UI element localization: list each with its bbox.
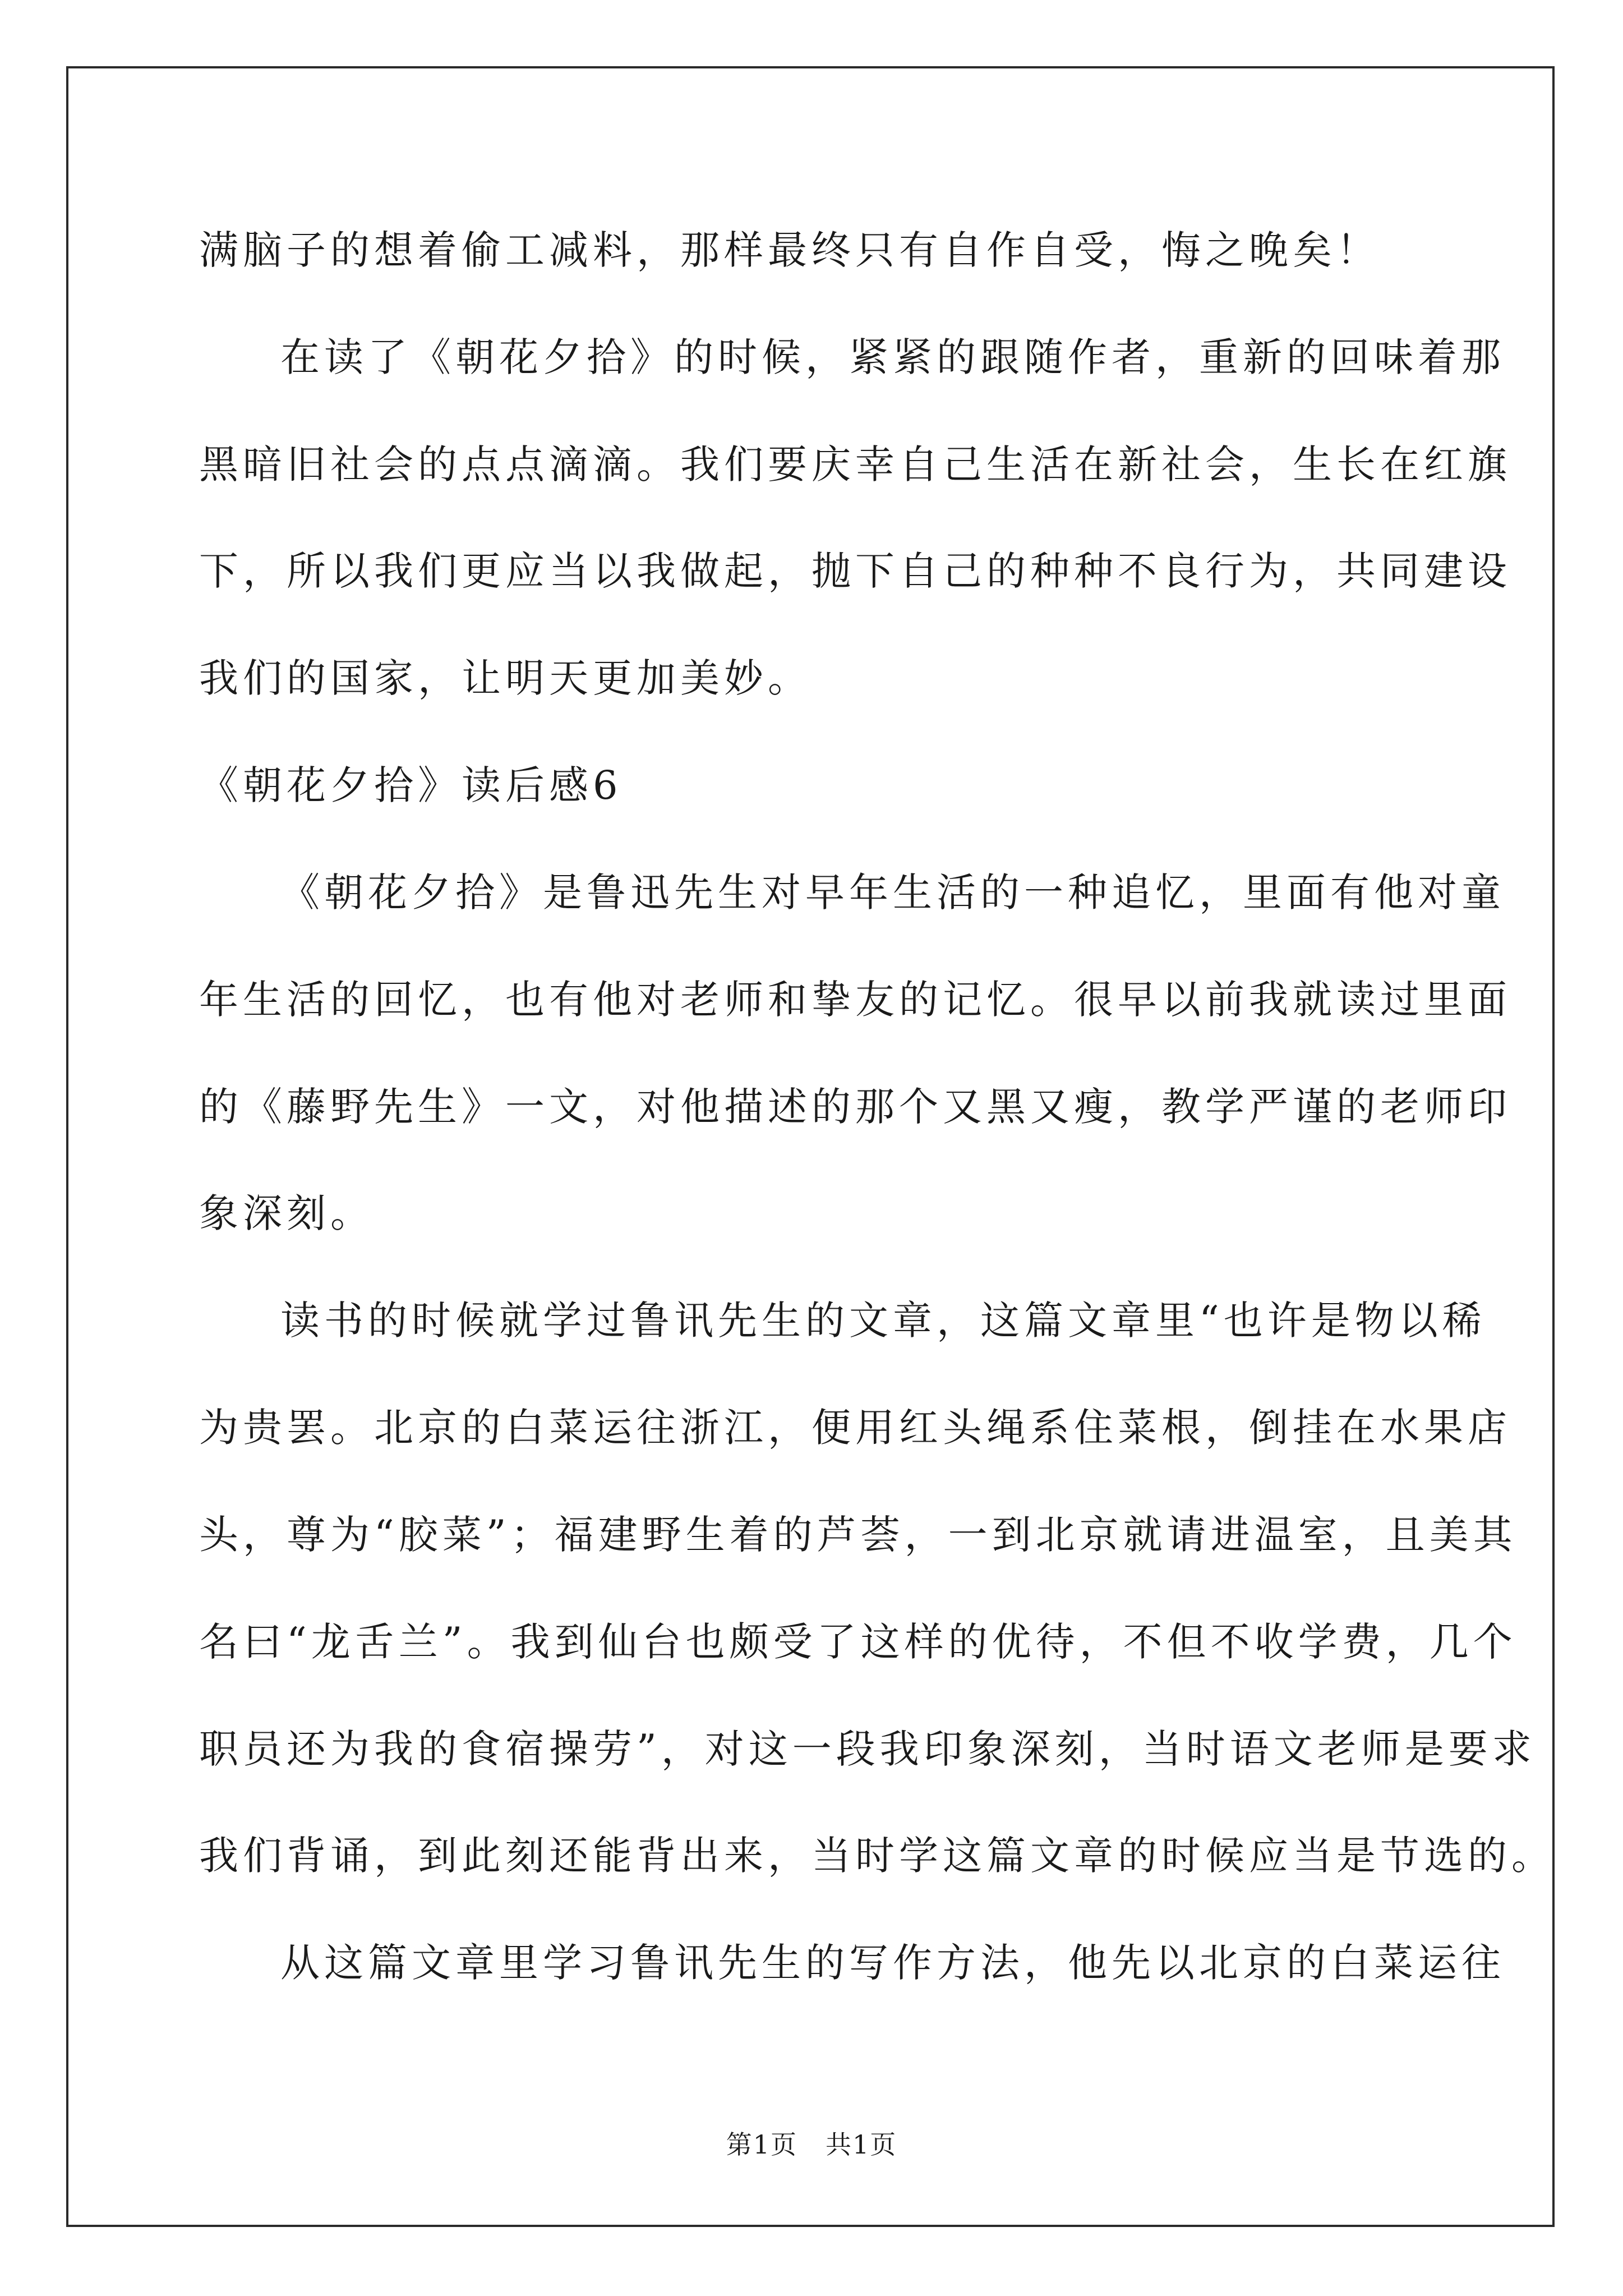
text-line-2: 在读了《朝花夕拾》的时候，紧紧的跟随作者，重新的回味着那: [280, 334, 1505, 380]
page-footer: [0, 2129, 1623, 2160]
text-line-13: 头，尊为“胶菜”；福建野生着的芦荟，一到北京就请进温室，且美其: [199, 1512, 1517, 1558]
text-line-5: 我们的国家，让明天更加美妙。: [199, 655, 811, 701]
text-line-8: 年生活的回忆，也有他对老师和挚友的记忆。很早以前我就读过里面: [199, 977, 1511, 1023]
text-line-11: 读书的时候就学过鲁讯先生的文章，这篇文章里“也许是物以稀: [280, 1297, 1486, 1343]
text-line-12: 为贵罢。北京的白菜运往浙江，便用红头绳系住菜根，倒挂在水果店: [199, 1405, 1511, 1451]
text-line-3: 黑暗旧社会的点点滴滴。我们要庆幸自己生活在新社会，生长在红旗: [199, 441, 1511, 487]
text-line-15: 职员还为我的食宿操劳”，对这一段我印象深刻，当时语文老师是要求: [199, 1726, 1536, 1772]
page-number: 第1页: [726, 2129, 797, 2160]
text-line-4: 下，所以我们更应当以我做起，抛下自己的种种不良行为，共同建设: [199, 548, 1511, 594]
text-line-14: 名曰“龙舌兰”。我到仙台也颇受了这样的优待，不但不收学费，几个: [199, 1619, 1517, 1665]
text-line-1: 满脑子的想着偷工减料，那样最终只有自作自受，悔之晚矣！: [199, 227, 1380, 273]
page-total: 共1页: [826, 2129, 897, 2160]
text-line-10: 象深刻。: [199, 1190, 374, 1236]
text-line-16: 我们背诵，到此刻还能背出来，当时学这篇文章的时候应当是节选的。: [199, 1833, 1555, 1879]
text-line-7: 《朝花夕拾》是鲁迅先生对早年生活的一种追忆，里面有他对童: [280, 869, 1505, 915]
page-border: [66, 66, 1555, 2227]
text-line-17: 从这篇文章里学习鲁讯先生的写作方法，他先以北京的白菜运往: [280, 1940, 1505, 1986]
section-heading: 《朝花夕拾》读后感6: [199, 762, 623, 808]
text-line-9: 的《藤野先生》一文，对他描述的那个又黑又瘦，教学严谨的老师印: [199, 1084, 1511, 1130]
